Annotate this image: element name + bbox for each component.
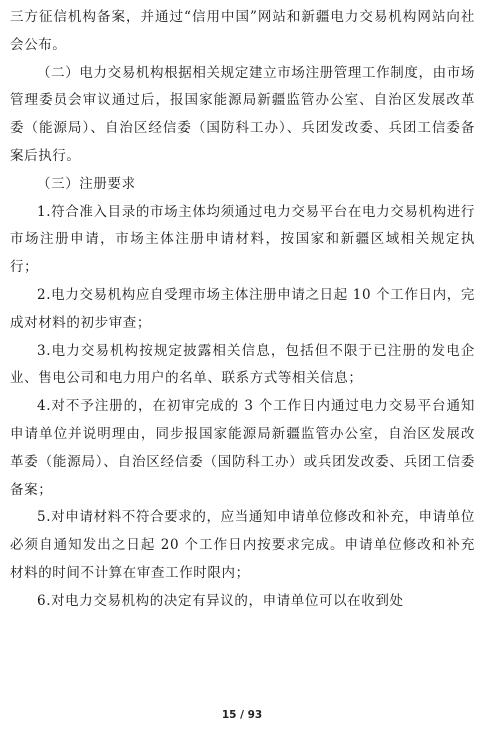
list-item-6: 6.对电力交易机构的决定有异议的，申请单位可以在收到处 (37, 592, 404, 609)
paragraph-section-2: （二）电力交易机构根据相关规定建立市场注册管理工作制度，由市场管理委员会审议通过后，报国家能源局新疆监管办公室、自治区发展改革委（能源局）、自治区经信委（国防科工办）、兵团发改委、兵团工信委备案后执行。 (10, 64, 475, 164)
document-page (10, 4, 475, 616)
list-item-5: 5.对申请材料不符合要求的，应当通知申请单位修改和补充，申请单位必须自通知发出之日起 20 个工作日内按要求完成。申请单位修改和补充材料的时间不计算在审查工作时限内； (10, 509, 475, 581)
paragraph-continuation: 三方征信机构备案，并通过“信用中国”网站和新疆电力交易机构网站向社会公布。 (10, 9, 475, 53)
list-item-3: 3.电力交易机构按规定披露相关信息，包括但不限于已注册的发电企业、售电公司和电力用户的名单、联系方式等相关信息； (10, 342, 475, 387)
section-heading-3: （三）注册要求 (37, 175, 136, 192)
page-number: 15 / 93 (221, 709, 263, 721)
list-item-2: 2.电力交易机构应自受理市场主体注册申请之日起 10 个工作日内，完成对材料的初步审查； (10, 286, 475, 331)
list-item-1: 1.符合准入目录的市场主体均须通过电力交易平台在电力交易机构进行市场注册申请，市场主体注册申请材料，按国家和新疆区域相关规定执行； (10, 203, 475, 276)
list-item-4: 4.对不予注册的，在初审完成的 3 个工作日内通过电力交易平台通知申请单位并说明理由，同步报国家能源局新疆监管办公室，自治区发展改革委（能源局）、自治区经信委（国防科工办）或兵团发改委、兵团工信委备案； (10, 398, 475, 498)
